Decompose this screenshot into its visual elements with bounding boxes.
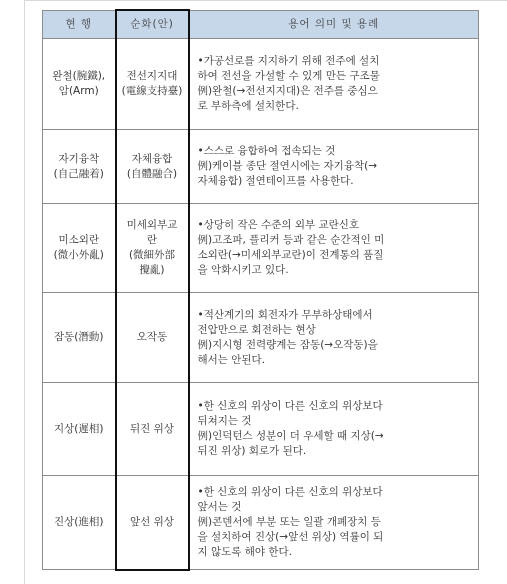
term-purified-line: 오작동 — [136, 331, 168, 343]
term-purified-line: 攪亂) — [139, 264, 165, 276]
term-purified-line: 전선지지대 — [126, 70, 178, 82]
table-row — [43, 130, 479, 204]
glossary-table — [42, 9, 479, 571]
table-row — [43, 39, 479, 130]
term-purified — [116, 39, 189, 130]
term-purified — [116, 293, 189, 383]
term-description-line: •상당히 작은 수준의 외부 교란신호 — [197, 219, 360, 231]
header-row — [43, 10, 479, 39]
term-description-line: 앞서는 것 — [197, 501, 242, 513]
term-purified — [116, 383, 189, 476]
term-description-line: 뒤쳐지는 것 — [197, 415, 252, 427]
term-purified-line: 앞선 위상 — [130, 515, 174, 528]
term-description — [189, 130, 479, 204]
term-description — [189, 476, 479, 570]
term-description-line: •한 신호의 위상이 다른 신호의 위상보다 — [197, 400, 383, 412]
term-description-line: •가공선로를 지지하기 위해 전주에 설치 — [197, 55, 380, 67]
term-current-line: 완철(腕鐵), — [52, 70, 106, 82]
term-purified — [116, 130, 189, 204]
term-current — [43, 39, 116, 130]
term-current — [43, 383, 116, 476]
term-purified-line: 뒤진 위상 — [130, 422, 174, 435]
header-description: 용어 의미 및 용례 — [189, 10, 479, 39]
term-description-line: •적산계기의 회전자가 무부하상태에서 — [197, 308, 373, 321]
term-current-line: 미소외란 — [58, 234, 100, 246]
term-description-line: 해서는 안된다. — [197, 353, 266, 366]
term-current-line: 지상(遲相) — [54, 422, 104, 435]
term-description-line: 例)지시형 전력량계는 잠동(→오작동)을 — [197, 338, 378, 351]
term-description-line: •스스로 융합하여 접속되는 것 — [197, 145, 336, 157]
term-description — [189, 293, 479, 383]
term-description-line: 자체융합) 절연테이프를 사용한다. — [197, 175, 354, 187]
term-description — [189, 204, 479, 293]
term-current-line: (自己融着) — [53, 167, 104, 180]
term-description-line: 하여 전선을 가설할 수 있게 만든 구조물 — [197, 70, 380, 82]
term-description-line: 로 부하측에 설치한다. — [197, 100, 299, 112]
term-current — [43, 476, 116, 570]
term-current — [43, 293, 116, 383]
term-purified-line: 자체융합 — [131, 152, 173, 165]
term-description-line: 뒤진 위상) 회로가 된다. — [197, 445, 307, 457]
term-current-line: 암(Arm) — [58, 85, 99, 97]
term-description-line: 例)인덕턴스 성분이 더 우세할 때 지상(→ — [197, 430, 384, 442]
term-description-line: 例)완철(→전선지지대)은 전주를 중심으 — [197, 85, 378, 97]
term-purified — [116, 204, 189, 293]
term-current — [43, 130, 116, 204]
term-purified-line: (微細外部 — [128, 249, 176, 261]
table-row — [43, 476, 479, 570]
term-description-line: 例)콘덴서에 부분 또는 일괄 개폐장치 등 — [197, 516, 381, 528]
term-description — [189, 39, 479, 130]
term-purified-line: 란 — [146, 234, 158, 246]
term-current-line: 진상(進相) — [54, 516, 104, 528]
table-row — [43, 204, 479, 293]
term-purified-line: (電線支持臺) — [121, 85, 183, 97]
term-current — [43, 204, 116, 293]
term-description-line: 例)케이블 종단 절연시에는 자기융착(→ — [197, 160, 378, 172]
header-current: 현 행 — [43, 10, 116, 39]
term-description-line: 지 않도록 해야 한다. — [197, 546, 292, 558]
term-description-line: 을 악화시키고 있다. — [197, 264, 289, 276]
term-description — [189, 383, 479, 476]
term-purified-line: 미세외부교 — [126, 219, 178, 231]
term-description-line: 을 설치하여 진상(→앞선 위상) 역률이 되 — [197, 531, 384, 543]
table-row — [43, 383, 479, 476]
term-purified-line: (自體融合) — [126, 167, 178, 180]
term-current-line: 자기융착 — [58, 152, 100, 165]
term-description-line: 例)고조파, 플리커 등과 같은 순간적인 미 — [197, 234, 385, 246]
term-description-line: 전압만으로 회전하는 현상 — [197, 323, 316, 336]
term-current-line: 잠동(潛動) — [54, 331, 104, 343]
header-purified: 순화(안) — [116, 10, 189, 39]
glossary-body — [43, 39, 479, 570]
term-description-line: •한 신호의 위상이 다른 신호의 위상보다 — [197, 486, 383, 498]
term-description-line: 소외란(→미세외부교란)이 전계통의 품질 — [197, 249, 384, 261]
term-purified — [116, 476, 189, 570]
term-current-line: (微小外亂) — [53, 249, 104, 261]
table-row — [43, 293, 479, 383]
